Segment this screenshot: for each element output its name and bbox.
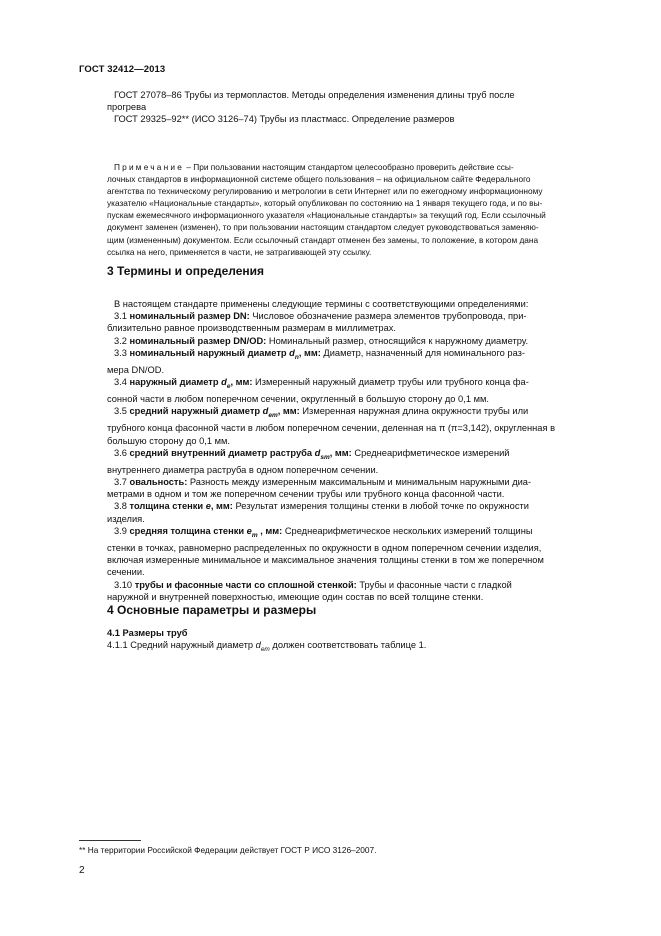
note-line: лочных стандартов в информационной системе общего пользования – на официальном сайте Федерального: [107, 174, 531, 185]
term-definition: изделия.: [107, 513, 145, 524]
term-definition: Результат измерения толщины стенки в любой точке по окружности: [232, 501, 529, 512]
footnote-divider: [79, 840, 141, 841]
term-3-6: [107, 447, 613, 476]
symbol-subscript: em: [260, 646, 270, 654]
term-symbol: d: [289, 347, 295, 358]
term-definition: трубного конца фасонной части в любом поперечном сечении, деленная на π (π=3,142), округленная в: [107, 423, 556, 434]
term-number: 3.1: [114, 311, 130, 322]
term-name: , мм:: [329, 447, 352, 458]
term-symbol-subscript: e: [226, 382, 231, 390]
term-number: 3.9: [114, 525, 130, 536]
term-definition: Трубы и фасонные части с гладкой: [356, 579, 512, 590]
paragraph-text: должен соответствовать таблице 1.: [269, 640, 427, 651]
reference-text: прогрева: [107, 102, 147, 113]
intro-text: В настоящем стандарте применены следующие термины с соответствующими определениями:: [114, 299, 529, 309]
note-line: ссылка на него, применяется в части, не затрагивающей эту ссылку.: [107, 246, 372, 257]
term-number: 3.8: [114, 501, 130, 512]
term-name: овальность:: [129, 477, 188, 488]
term-definition: стенки в точках, равномерно распределенных по окружности в одном поперечном сечении изделия,: [107, 542, 542, 553]
term-definition: Измеренная наружная длина окружности трубы или: [299, 406, 529, 417]
term-symbol: d: [314, 447, 321, 458]
term-symbol: d: [262, 406, 269, 417]
term-definition: внутреннего диаметра раструба в одном поперечном сечении.: [107, 464, 379, 475]
term-definition: сечении.: [107, 567, 145, 578]
term-definition: метрами в одном и том же поперечном сечении трубы или трубного конца фасонной части.: [107, 489, 505, 500]
term-3-8: [107, 500, 613, 524]
term-name: , мм:: [210, 501, 233, 512]
term-3-10: [107, 579, 613, 603]
term-3-7: [107, 476, 613, 500]
term-3-9: [107, 525, 613, 579]
term-number: 3.10: [114, 579, 135, 590]
note-block: [107, 161, 613, 258]
section-3-heading: 3 Термины и определения: [107, 264, 265, 278]
term-definition: Разность между измеренным максимальным и минимальным наружными диа-: [187, 477, 532, 488]
footnote: ** На территории Российской Федерации действует ГОСТ Р ИСО 3126–2007.: [79, 845, 377, 855]
term-symbol-subscript: m: [251, 531, 258, 539]
subsection-4-1-heading: 4.1 Размеры труб: [107, 628, 188, 638]
term-3-5: [107, 405, 613, 446]
term-name: наружный диаметр: [129, 377, 222, 388]
term-definition: Среднеарифметическое измерений: [351, 447, 510, 458]
note-line: агентства по техническому регулированию и метрологии в сети Интернет или по ежегодному информационному: [107, 186, 543, 197]
term-name: средняя толщина стенки: [129, 525, 247, 536]
note-line: щим (измененным) документом. Если ссылочный стандарт отменен без замены, то положение, в котором дана: [107, 234, 539, 245]
terms-intro: [107, 298, 613, 310]
term-3-3: [107, 347, 613, 376]
section-4-heading: 4 Основные параметры и размеры: [107, 603, 317, 617]
term-number: 3.3: [114, 347, 130, 358]
term-name: , мм:: [298, 347, 321, 358]
note-line: указателю «Национальные стандарты», который опубликован по состоянию на 1 января текущего года, и по вы-: [107, 198, 543, 209]
note-lead: Примечание: [114, 162, 185, 172]
paragraph-4-1-1: [107, 639, 613, 656]
term-name: , мм:: [277, 406, 300, 417]
term-3-1: [107, 310, 613, 334]
term-number: 3.2: [114, 335, 130, 346]
term-definition: Измеренный наружный диаметр трубы или трубного конца фа-: [252, 377, 529, 388]
term-definition: включая измеренные минимальное и максимальное значения толщины стенки в том же поперечном: [107, 555, 544, 566]
term-name: , мм:: [230, 377, 253, 388]
note-line: пускам ежемесячного информационного указателя «Национальные стандарты» за текущий год. Если ссылочный: [107, 210, 546, 221]
term-3-2: [107, 335, 613, 347]
term-name: номинальный наружный диаметр: [129, 347, 290, 358]
term-definition: сонной части в любом поперечном сечении, округленный в большую сторону до 0,1 мм.: [107, 394, 489, 405]
reference-text: ГОСТ 29325–92** (ИСО 3126–74) Трубы из пластмасс. Определение размеров: [114, 114, 455, 125]
term-name: средний внутренний диаметр раструба: [129, 447, 315, 458]
term-symbol: d: [221, 377, 227, 388]
note-line: документ заменен (изменен), то при пользовании настоящим стандартом следует руководствоваться заменяю-: [107, 222, 539, 233]
term-definition: мера DN/OD.: [107, 364, 165, 375]
page-number: 2: [79, 865, 85, 876]
term-name: номинальный размер DN:: [129, 311, 250, 322]
document-code-header: ГОСТ 32412—2013: [79, 64, 166, 75]
term-number: 3.4: [114, 377, 130, 388]
symbol: d: [255, 640, 261, 651]
term-symbol-subscript: sm: [320, 453, 330, 461]
term-definition: близительно равное производственным размерам в миллиметрах.: [107, 323, 396, 334]
term-symbol: e: [205, 501, 211, 512]
term-name: номинальный размер DN/OD:: [129, 335, 267, 346]
section-4-body: [107, 627, 613, 656]
term-name: средний наружный диаметр: [129, 406, 263, 417]
reference-item: [107, 113, 613, 125]
term-number: 3.6: [114, 447, 130, 458]
term-symbol-subscript: n: [294, 353, 299, 361]
term-symbol-subscript: em: [268, 412, 278, 420]
reference-text: ГОСТ 27078–86 Трубы из термопластов. Методы определения изменения длины труб после: [114, 90, 515, 100]
reference-item: [107, 89, 613, 113]
term-definition: Среднеарифметическое нескольких измерений толщины: [282, 525, 533, 536]
term-definition: Числовое обозначение размера элементов трубопровода, при-: [249, 311, 527, 322]
normative-references: [107, 89, 613, 126]
term-definition: большую сторону до 0,1 мм.: [107, 435, 230, 446]
terms-list: [107, 298, 613, 603]
term-number: 3.7: [114, 477, 130, 488]
term-number: 3.5: [114, 406, 130, 417]
note-line: – При пользовании настоящим стандартом целесообразно проверить действие ссы-: [184, 162, 514, 172]
term-name: трубы и фасонные части со сплошной стенкой:: [134, 579, 357, 590]
term-definition: Номинальный размер, относящийся к наружному диаметру.: [266, 335, 529, 346]
term-definition: Диаметр, назначенный для номинального раз-: [320, 347, 526, 358]
term-symbol: e: [246, 525, 252, 536]
term-name: , мм:: [257, 525, 283, 536]
paragraph-text: 4.1.1 Средний наружный диаметр: [107, 640, 256, 651]
term-name: толщина стенки: [129, 501, 206, 512]
term-definition: наружной и внутренней поверхностью, имеющие один состав по всей толщине стенки.: [107, 591, 484, 602]
term-3-4: [107, 376, 613, 405]
